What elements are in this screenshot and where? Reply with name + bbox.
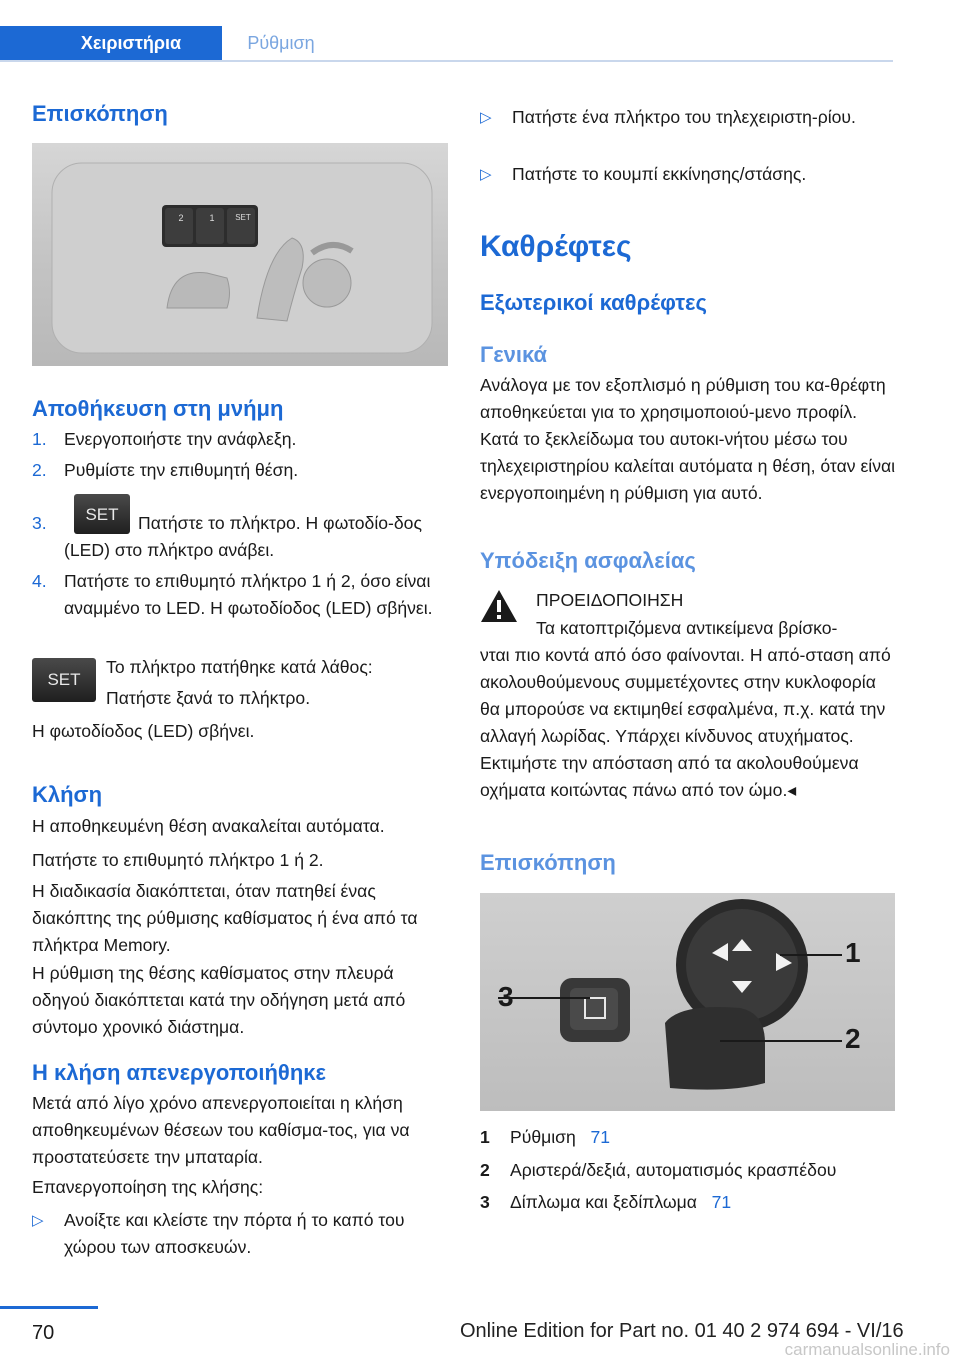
overview-heading: Επισκόπηση	[32, 101, 168, 126]
mirrors-heading: Καθρέφτες	[480, 230, 632, 263]
tab-adjustment[interactable]: Ρύθμιση	[247, 32, 315, 53]
general-text: Ανάλογα με τον εξοπλισμό η ρύθμιση του κα‐θρέφτη αποθηκεύεται για το χρησιμοποιού‐μενο προφίλ. Κατά το ξεκλείδωμα του αυτοκι‐νήτου μέσω του τηλεχειριστηρίου καλείται αυτόματα η θέση, όταν είναι ενεργοποιημένη η ρύθμιση για αυτό.	[480, 375, 896, 503]
general-heading: Γενικά	[480, 342, 548, 367]
footer-accent-line	[0, 1306, 98, 1309]
list-item: ▷ Ανοίξτε και κλείστε την πόρτα ή το καπό του χώρου των αποσκευών.	[32, 1207, 452, 1261]
seat-controls-photo	[32, 143, 448, 366]
list-item: ▷ Πατήστε ένα πλήκτρο του τηλεχειριστη‐ρίου.	[480, 104, 898, 158]
seat-panel-illustration	[32, 143, 448, 366]
recall-text: Πατήστε το επιθυμητό πλήκτρο 1 ή 2.	[32, 850, 324, 870]
memory-button-1: 1	[209, 213, 215, 223]
exterior-mirrors-heading: Εξωτερικοί καθρέφτες	[480, 290, 707, 315]
memory-button-set: SET	[235, 213, 251, 222]
bullet-arrow-icon: ▷	[480, 109, 492, 126]
page-ref-link[interactable]: 71	[711, 1192, 732, 1212]
list-item: 2. Ρυθμίστε την επιθυμητή θέση.	[32, 460, 299, 480]
set-button-icon: SET	[32, 658, 96, 702]
legend-item: 1 Ρύθμιση 71	[480, 1127, 611, 1147]
recall-disabled-heading: Η κλήση απενεργοποιήθηκε	[32, 1060, 326, 1085]
tab-divider	[0, 60, 893, 62]
led-off-text: Η φωτοδίοδος (LED) σβήνει.	[32, 721, 255, 741]
mirror-controls-illustration	[480, 893, 895, 1111]
callout-2: 2	[845, 1023, 861, 1054]
legend-item: 2 Αριστερά/δεξιά, αυτοματισμός κρασπέδου	[480, 1160, 837, 1180]
bullet-arrow-icon: ▷	[480, 166, 492, 183]
recall-disabled-text: Επανεργοποίηση της κλήσης:	[32, 1177, 264, 1197]
set-button-icon: SET	[74, 494, 130, 534]
callout-1: 1	[845, 937, 861, 968]
safety-heading: Υπόδειξη ασφαλείας	[480, 548, 696, 573]
recall-text: Η διαδικασία διακόπτεται, όταν πατηθεί ένας διακόπτης της ρύθμισης καθίσματος ή ένα από τα πλήκτρα Memory.	[32, 881, 418, 955]
list-item: 3. SET Πατήστε το πλήκτρο. Η φωτοδίο‐δος (LED) στο πλήκτρο ανάβει.	[32, 510, 452, 564]
mistake-text: Το πλήκτρο πατήθηκε κατά λάθος:	[106, 657, 373, 677]
page-number: 70	[32, 1322, 55, 1344]
mistake-text: Πατήστε ξανά το πλήκτρο.	[106, 688, 311, 708]
recall-heading: Κλήση	[32, 782, 103, 807]
recall-text: Η αποθηκευμένη θέση ανακαλείται αυτόματα.	[32, 816, 385, 836]
legend-item: 3 Δίπλωμα και ξεδίπλωμα 71	[480, 1192, 732, 1212]
warning-text: Τα κατοπτριζόμενα αντικείμενα βρίσκο‐	[536, 618, 838, 638]
list-item: 4. Πατήστε το επιθυμητό πλήκτρο 1 ή 2, όσο είναι αναμμένο το LED. Η φωτοδίοδος (LED) σβήνει.	[32, 571, 433, 618]
bullet-arrow-icon: ▷	[32, 1212, 44, 1229]
warning-triangle-icon	[480, 589, 518, 623]
memory-button-2: 2	[178, 213, 184, 223]
list-item: 1. Ενεργοποιήστε την ανάφλεξη.	[32, 429, 297, 449]
mirror-overview-heading: Επισκόπηση	[480, 850, 616, 875]
mirror-controls-photo	[480, 893, 895, 1111]
recall-text: Η ρύθμιση της θέσης καθίσματος στην πλευρά οδηγού διακόπτεται κατά την οδήγηση μετά από σύντομο χρονικό διάστημα.	[32, 963, 406, 1037]
page-ref-link[interactable]: 71	[590, 1127, 611, 1147]
edition-text: Online Edition for Part no. 01 40 2 974 694 - VI/16	[460, 1320, 904, 1342]
save-heading: Αποθήκευση στη μνήμη	[32, 396, 284, 421]
recall-disabled-text: Μετά από λίγο χρόνο απενεργοποιείται η κλήση αποθηκευμένων θέσεων του καθίσμα‐τος, για να προστατεύσετε την μπαταρία.	[32, 1093, 410, 1167]
callout-3: 3	[498, 981, 514, 1012]
warning-title: ΠΡΟΕΙΔΟΠΟΙΗΣΗ	[536, 590, 684, 610]
watermark: carmanualsonline.info	[784, 1340, 950, 1359]
tab-controls[interactable]: Χειριστήρια	[0, 26, 222, 60]
header-tabs	[0, 26, 893, 60]
warning-text: νται πιο κοντά από όσο φαίνονται. Η από‐σταση από ακολουθούμενους συμμετέχοντες στην κυκλοφορία θα μπορούσε να εκτιμηθεί εσφαλμένα, π.χ. κατά την αλλαγή λωρίδας. Υπάρχει κίνδυνος ατυχήματος. Εκτιμήστε την απόσταση από τα ακολουθούμενα οχήματα κοιτώντας πάνω από τον ώμο.◂	[480, 645, 891, 800]
list-item: ▷ Πατήστε το κουμπί εκκίνησης/στάσης.	[480, 161, 898, 188]
